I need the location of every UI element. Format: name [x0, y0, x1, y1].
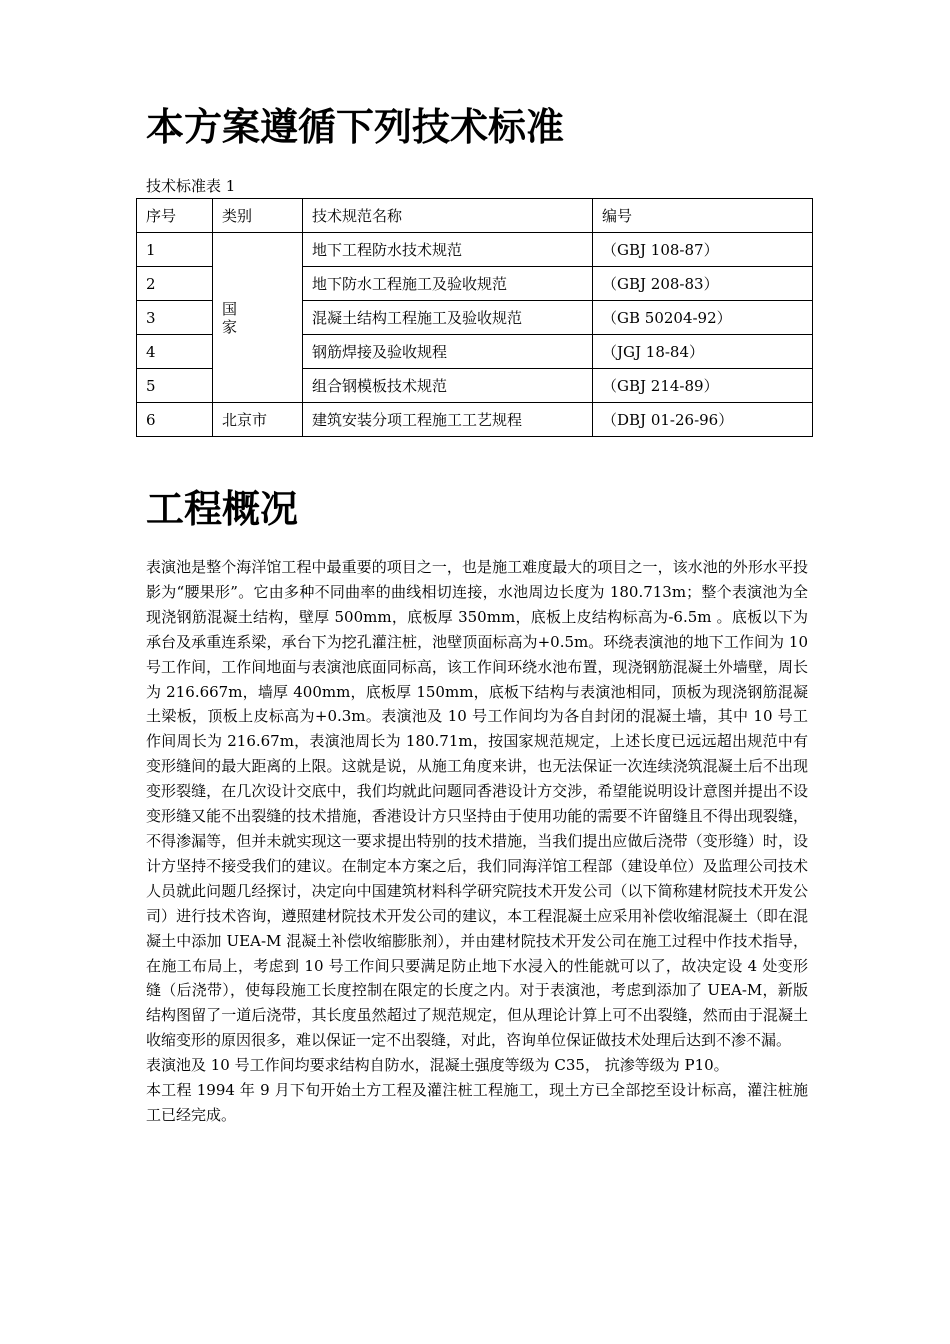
header-cell-name: 技术规范名称 [303, 199, 593, 233]
paragraph: 本工程 1994 年 9 月下旬开始土方工程及灌注桩工程施工，现土方已全部挖至设计标高，灌注桩施工已经完成。 [146, 1081, 808, 1124]
cell-code: （GB 50204-92） [593, 301, 813, 335]
header-cell-no: 序号 [137, 199, 213, 233]
category-national-line1: 国 [222, 299, 238, 318]
header-cell-code: 编号 [593, 199, 813, 233]
cell-no: 6 [137, 403, 213, 437]
paragraph: 表演池及 10 号工作间均要求结构自防水，混凝土强度等级为 C35， 抗渗等级为 P10。 [146, 1056, 729, 1075]
overview-body [146, 555, 808, 1128]
cell-code: （GBJ 108-87） [593, 233, 813, 267]
table-header-row [137, 199, 813, 233]
cell-no: 1 [137, 233, 213, 267]
cell-no: 2 [137, 267, 213, 301]
cell-no: 3 [137, 301, 213, 335]
cell-name: 混凝土结构工程施工及验收规范 [303, 301, 593, 335]
section-title-overview: 工程概况 [146, 487, 299, 531]
header-cell-category: 类别 [213, 199, 303, 233]
cell-no: 4 [137, 335, 213, 369]
cell-code: （GBJ 214-89） [593, 369, 813, 403]
category-national-line2: 家 [222, 317, 238, 336]
cell-code: （DBJ 01-26-96） [593, 403, 813, 437]
cell-name: 钢筋焊接及验收规程 [303, 335, 593, 369]
paragraph: 表演池是整个海洋馆工程中最重要的项目之一，也是施工难度最大的项目之一，该水池的外形水平投影为“腰果形”。它由多种不同曲率的曲线相切连接，水池周边长度为 180.713m；整个表演池为全现浇钢筋混凝土结构，壁厚 500mm，底板厚 350mm，底板上皮结构标高为-6.5m 。底板以下为承台及承重连系梁，承台下为挖孔灌注桩，池壁顶面标高为+0.5m。环绕表演池的地下工作间为 10 号工作间，工作间地面与表演池底面同标高，该工作间环绕水池布置，现浇钢筋混凝土外墙壁，周长为 216.667m，墙厚 400mm，底板厚 150mm，底板下结构与表演池相同，顶板为现浇钢筋混凝土梁板，顶板上皮标高为+0.3m。表演池及 10 号工作间均为各自封闭的混凝土墙，其中 10 号工作间周长为 216.67m，表演池周长为 180.71m，按国家规范规定，上述长度已远远超出规范中有变形缝间的最大距离的上限。这就是说，从施工角度来讲，也无法保证一次连续浇筑混凝土后不出现变形裂缝，在几次设计交底中，我们均就此问题同香港设计方交涉，希望能说明设计意图并提出不设变形缝又能不出裂缝的技术措施，香港设计方只坚持由于使用功能的需要不许留缝且不得出现裂缝，不得渗漏等，但并未就实现这一要求提出特别的技术措施，当我们提出应做后浇带（变形缝）时，设计方坚持不接受我们的建议。在制定本方案之后，我们同海洋馆工程部（建设单位）及监理公司技术人员就此问题几经探讨，决定向中国建筑材料科学研究院技术开发公司（以下简称建材院技术开发公司）进行技术咨询，遵照建材院技术开发公司的建议，本工程混凝土应采用补偿收缩混凝土（即在混凝土中添加 UEA-M 混凝土补偿收缩膨胀剂），并由建材院技术开发公司在施工过程中作技术指导，在施工布局上，考虑到 10 号工作间只要满足防止地下水浸入的性能就可以了，故决定设 4 处变形缝（后浇带），使每段施工长度控制在限定的长度之内。对于表演池，考虑到添加了 UEA-M，新版结构图留了一道后浇带，其长度虽然超过了规范规定，但从理论计算上可不出裂缝，然而由于混凝土收缩变形的原因很多，难以保证一定不出裂缝，对此，咨询单位保证做技术处理后达到不渗不漏。 [146, 558, 808, 1050]
cell-category-national [213, 233, 303, 403]
cell-code: （JGJ 18-84） [593, 335, 813, 369]
cell-category-beijing: 北京市 [213, 403, 303, 437]
cell-name: 组合钢模板技术规范 [303, 369, 593, 403]
section-title-standards: 本方案遵循下列技术标准 [146, 105, 565, 149]
table-row [137, 233, 813, 267]
cell-name: 地下工程防水技术规范 [303, 233, 593, 267]
table-row [137, 403, 813, 437]
cell-name: 地下防水工程施工及验收规范 [303, 267, 593, 301]
table-caption: 技术标准表 1 [146, 177, 236, 195]
cell-name: 建筑安装分项工程施工工艺规程 [303, 403, 593, 437]
cell-no: 5 [137, 369, 213, 403]
standards-table [136, 198, 813, 437]
cell-code: （GBJ 208-83） [593, 267, 813, 301]
